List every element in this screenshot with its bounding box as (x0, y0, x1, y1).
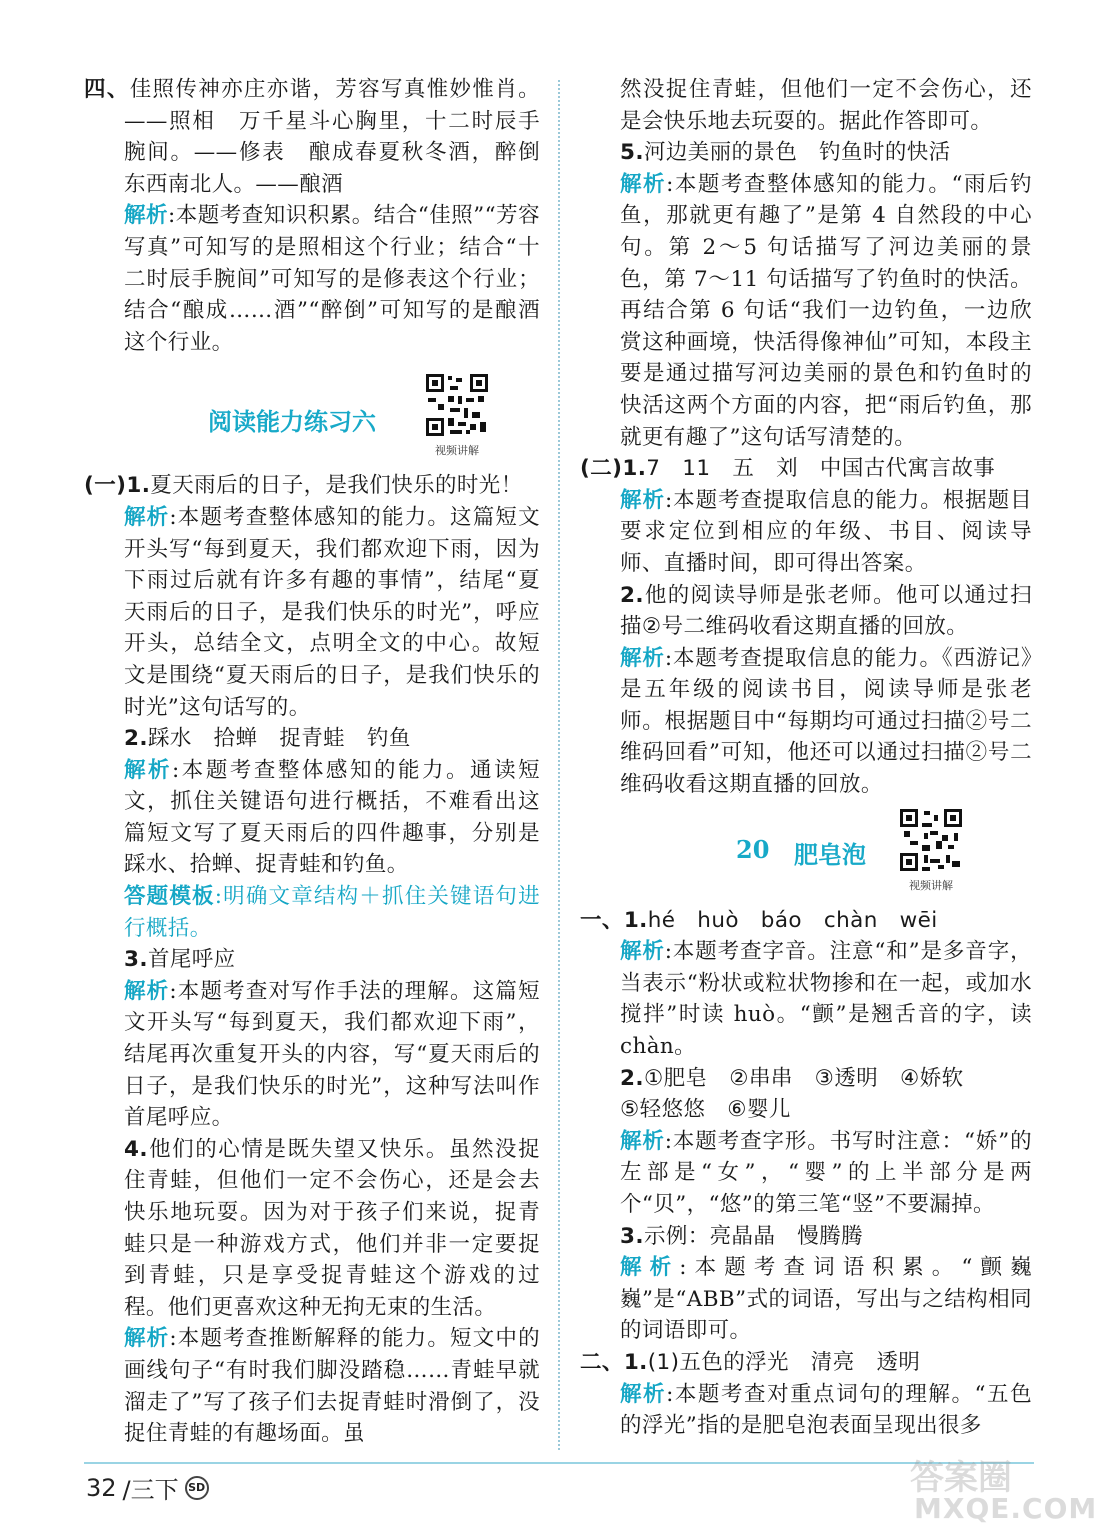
watermark (900, 1450, 1097, 1530)
watermark-url: MXQE.COM (914, 1492, 1097, 1525)
q3-answer: 3.首尾呼应 (124, 947, 236, 973)
sec1-q1-explanation: 解析:本题考查字音。注意“和”是多音字，当表示“粉状或粒状物掺和在一起，或加水搅拌”时读 huò。“颤”是翘舌音的字，读 chàn。 (620, 939, 1032, 1060)
q4-explanation: 解析:本题考查推断解释的能力。短文中的画线句子“有时我们脚没踏稳……青蛙早就溜走了”写了孩子们去捉青蛙时滑倒了，没捉住青蛙的有趣场面。虽 (124, 1326, 540, 1447)
analysis-tag: 解析 (620, 171, 667, 197)
sec1-q2-explanation: 解析:本题考查字形。书写时注意：“娇”的左部是“女”，“婴”的上半部分是两个“贝”，“悠”的第三笔“竖”不要漏掉。 (620, 1128, 1032, 1217)
q4-explanation-continued: 然没捉住青蛙，但他们一定不会伤心，还是会快乐地去玩耍的。据此作答即可。 (620, 77, 1032, 134)
analysis-tag: 解析 (620, 645, 665, 671)
part2-q1-answer: (二)1.7 11 五 刘 中国古代寓言故事 (580, 456, 996, 482)
analysis-tag: 解析 (620, 1255, 680, 1281)
page-footer (86, 1470, 209, 1505)
q5-answer: 5.河边美丽的景色 钓鱼时的快活 (620, 140, 951, 166)
analysis-tag: 解析 (620, 939, 665, 965)
section1-label: 一、 (580, 907, 624, 933)
part2-q2-explanation: 解析:本题考查提取信息的能力。《西游记》是五年级的阅读书目，阅读导师是张老师。根据题目中“每期均可通过扫描②号二维码回看”可知，他还可以通过扫描②号二维码收看这期直播的回放。 (620, 645, 1032, 798)
answer-template: 答题模板:明确文章结构＋抓住关键语句进行概括。 (124, 884, 540, 941)
lesson-number: 20 (736, 834, 770, 864)
q2-answer: 2.踩水 拾蝉 捉青蛙 钓鱼 (124, 726, 411, 752)
page-number: 32 (86, 1473, 117, 1502)
section-label: 四、 (84, 77, 130, 102)
qr-code-graphic (898, 807, 964, 873)
reading-heading (84, 358, 540, 470)
sec2-q1-explanation: 解析:本题考查对重点词句的理解。“五色的浮光”指的是肥皂泡表面呈现出很多 (620, 1381, 1032, 1439)
sec1-q1-answer: 一、1.hé huò báo chàn wēi (580, 907, 938, 933)
qr-label: 视频讲解 (435, 444, 479, 458)
q5-explanation: 解析:本题考查整体感知的能力。“雨后钓鱼，那就更有趣了”是第 4 自然段的中心句。第 2～5 句话描写了河边美丽的景色，第 7～11 句话描写了钓鱼时的快活。再结合第 6 句话“我们一边钓鱼，一边欣赏这种画境，快活得像神仙”可知，本段主要是通过描写河边美丽的景色和钓鱼时的快活这两个方面的内容，把“雨后钓鱼，那就更有趣了”这句话写清楚的。 (620, 171, 1032, 450)
analysis-tag: 解析 (124, 757, 173, 783)
sec4-explanation: 解析:本题考查知识积累。结合“佳照”“芳容写真”可知写的是照相这个行业；结合“十二时辰手腕间”可知写的是修表这个行业；结合“酿成……酒”“醉倒”可知写的是酿酒这个行业。 (124, 203, 540, 355)
part2-label: (二) (580, 456, 623, 482)
reading-title: 阅读能力练习六 (208, 408, 376, 437)
q1-explanation: 解析:本题考查整体感知的能力。这篇短文开头写“每到夏天，我们都欢迎下雨，因为下雨过后就有许多有趣的事情”，结尾“夏天雨后的日子，是我们快乐的时光”，呼应开头，总结全文，点明全文的中心。故短文是围绕“夏天雨后的日子，是我们快乐的时光”这句话写的。 (124, 504, 540, 720)
qr-code-graphic (424, 372, 490, 438)
analysis-tag: 解析 (620, 1381, 667, 1407)
part1-label: (一) (84, 473, 127, 499)
analysis-tag: 解析 (620, 1128, 665, 1154)
lesson-heading (580, 801, 1032, 905)
footer-rule (84, 1462, 1034, 1464)
sec2-q1-answer: 二、1.(1)五色的浮光 清亮 透明 (580, 1349, 921, 1375)
qr-code-icon[interactable] (898, 807, 964, 873)
grade-label: /三下 (122, 1476, 179, 1504)
publisher-logo-icon: SD (185, 1476, 209, 1500)
analysis-tag: 解析 (124, 1326, 170, 1352)
section2-label: 二、 (580, 1349, 624, 1375)
part2-q1-explanation: 解析:本题考查提取信息的能力。根据题目要求定位到相应的年级、书目、阅读导师、直播时间，即可得出答案。 (620, 487, 1032, 576)
template-tag: 答题模板 (124, 884, 215, 910)
q3-explanation: 解析:本题考查对写作手法的理解。这篇短文开头写“每到夏天，我们都欢迎下雨”，结尾再次重复开头的内容，写“夏天雨后的日子，是我们快乐的时光”，这种写法叫作首尾呼应。 (124, 978, 540, 1131)
analysis-tag: 解析 (124, 203, 168, 229)
column-divider (558, 80, 560, 1450)
qr-code-icon[interactable] (424, 372, 490, 438)
part2-q2-answer: 2.他的阅读导师是张老师。他可以通过扫描②号二维码收看这期直播的回放。 (620, 582, 1032, 640)
left-column (84, 74, 540, 1450)
sec1-q2-answer-b: ⑤轻悠悠 ⑥婴儿 (620, 1097, 791, 1123)
analysis-tag: 解析 (620, 487, 665, 513)
q4-answer: 4.他们的心情是既失望又快乐。虽然没捉住青蛙，但他们一定不会伤心，还是会去快乐地玩耍。因为对于孩子们来说，捉青蛙只是一种游戏方式，他们并非一定要捉到青蛙，只是享受捉青蛙这个游戏的过程。他们更喜欢这种无拘无束的生活。 (124, 1136, 540, 1320)
sec1-q3-explanation: 解析:本题考查词语积累。“颤巍巍”是“ABB”式的词语，写出与之结构相同的词语即可。 (620, 1255, 1032, 1344)
analysis-tag: 解析 (124, 978, 170, 1004)
sec1-q3-answer: 3.示例：亮晶晶 慢腾腾 (620, 1223, 863, 1249)
watermark-text: 答案圈 (910, 1458, 1012, 1498)
right-column (580, 74, 1032, 1442)
lesson-title: 肥皂泡 (794, 840, 866, 869)
analysis-tag: 解析 (124, 504, 170, 530)
q1-answer: (一)1.夏天雨后的日子，是我们快乐的时光！ (84, 473, 523, 499)
q2-explanation: 解析:本题考查整体感知的能力。通读短文，抓住关键语句进行概括，不难看出这篇短文写了夏天雨后的四件趣事，分别是踩水、拾蝉、捉青蛙和钓鱼。 (124, 757, 540, 878)
sec4-answer: 四、佳照传神亦庄亦谐，芳容写真惟妙惟肖。——照相 万千星斗心胸里，十二时辰手腕间。——修表 酿成春夏秋冬酒，醉倒东西南北人。——酿酒 (84, 77, 540, 197)
qr-label: 视频讲解 (909, 878, 953, 892)
sec1-q2-answer-a: 2.①肥皂 ②串串 ③透明 ④娇软 (620, 1065, 964, 1091)
